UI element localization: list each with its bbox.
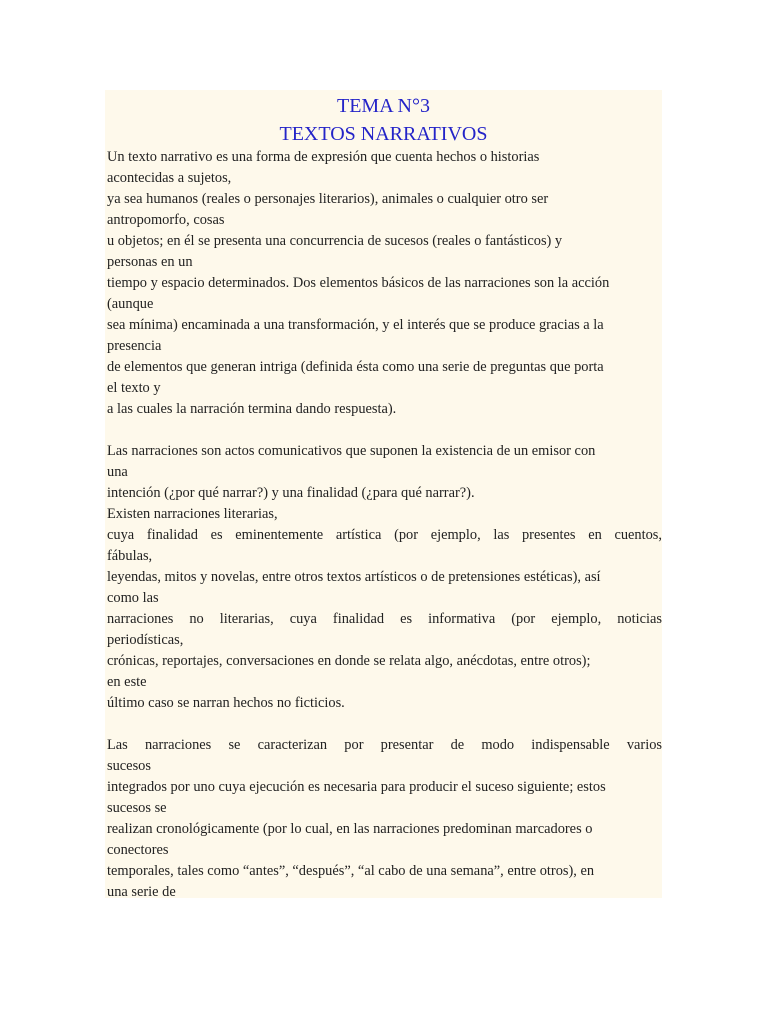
text-line: el texto y <box>107 380 161 396</box>
text-line: sea mínima) encaminada a una transformación, y el interés que se produce gracias a la <box>107 317 604 333</box>
text-line: una serie de <box>107 884 176 900</box>
document-page <box>105 90 662 898</box>
text-line: una <box>107 464 128 480</box>
text-line: ya sea humanos (reales o personajes literarios), animales o cualquier otro ser <box>107 191 549 207</box>
text-line: conectores <box>107 842 169 858</box>
text-line: tiempo y espacio determinados. Dos elementos básicos de las narraciones son la acción <box>107 275 610 291</box>
text-line: en este <box>107 674 147 690</box>
text-line: Existen narraciones literarias, <box>107 506 278 522</box>
text-line: acontecidas a sujetos, <box>107 170 232 186</box>
paragraph <box>107 441 662 714</box>
title-line-2: TEXTOS NARRATIVOS <box>279 123 488 145</box>
text-line: Las narraciones se caracterizan por presentar de modo indispensable varios <box>107 737 662 753</box>
text-line: temporales, tales como “antes”, “después”, “al cabo de una semana”, entre otros), en <box>107 863 595 879</box>
text-line: personas en un <box>107 254 193 270</box>
text-line: antropomorfo, cosas <box>107 212 225 228</box>
text-line: como las <box>107 590 159 606</box>
text-line: sucesos se <box>107 800 167 816</box>
document-title <box>105 92 662 148</box>
document-body <box>107 147 662 903</box>
text-line: crónicas, reportajes, conversaciones en donde se relata algo, anécdotas, entre otros); <box>107 653 591 669</box>
text-line: u objetos; en él se presenta una concurrencia de sucesos (reales o fantásticos) y <box>107 233 563 249</box>
text-line: periodísticas, <box>107 632 184 648</box>
text-line: fábulas, <box>107 548 153 564</box>
text-line: Las narraciones son actos comunicativos que suponen la existencia de un emisor con <box>107 443 596 459</box>
paragraph-spacer <box>107 420 662 441</box>
text-line: narraciones no literarias, cuya finalidad es informativa (por ejemplo, noticias <box>107 611 662 627</box>
paragraph <box>107 147 662 420</box>
text-line: presencia <box>107 338 162 354</box>
text-line: último caso se narran hechos no ficticios. <box>107 695 345 711</box>
text-line: de elementos que generan intriga (definida ésta como una serie de preguntas que porta <box>107 359 604 375</box>
text-line: realizan cronológicamente (por lo cual, en las narraciones predominan marcadores o <box>107 821 593 837</box>
text-line: (aunque <box>107 296 154 312</box>
title-line-1: TEMA N°3 <box>337 95 430 117</box>
text-line: cuya finalidad es eminentemente artística (por ejemplo, las presentes en cuentos, <box>107 527 662 543</box>
text-line: a las cuales la narración termina dando respuesta). <box>107 401 397 417</box>
paragraph <box>107 735 662 903</box>
text-line: sucesos <box>107 758 151 774</box>
text-line: Un texto narrativo es una forma de expresión que cuenta hechos o historias <box>107 149 540 165</box>
paragraph-spacer <box>107 714 662 735</box>
text-line: leyendas, mitos y novelas, entre otros textos artísticos o de pretensiones estéticas), así <box>107 569 601 585</box>
text-line: intención (¿por qué narrar?) y una finalidad (¿para qué narrar?). <box>107 485 475 501</box>
text-line: integrados por uno cuya ejecución es necesaria para producir el suceso siguiente; estos <box>107 779 606 795</box>
